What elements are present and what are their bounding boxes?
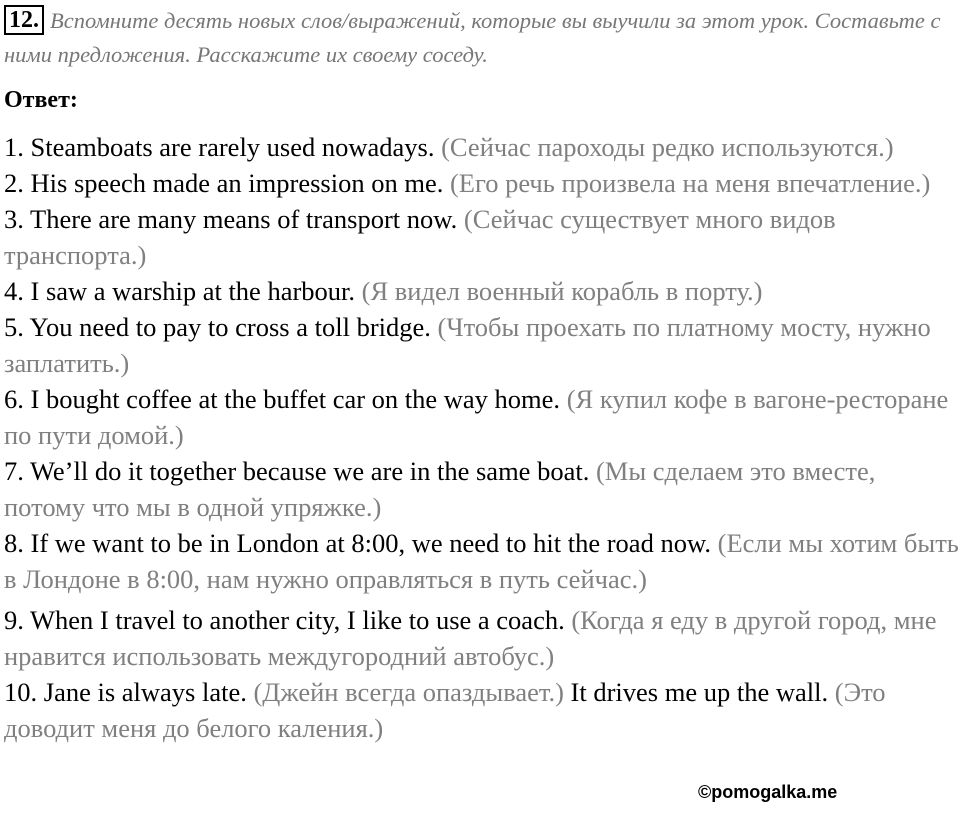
answer-list <box>4 129 960 746</box>
answer-item <box>4 602 960 674</box>
answer-translation: (Чтобы проехать по платному мосту, нужно заплатить.) <box>4 312 931 378</box>
answer-item <box>4 674 960 746</box>
answer-translation: (Если мы хотим быть в Лондоне в 8:00, нам нужно оправляться в путь сейчас.) <box>4 528 959 594</box>
answer-translation: (Джейн всегда опаздывает.) <box>253 677 564 707</box>
answer-item <box>4 309 960 381</box>
answer-translation: (Я видел военный корабль в порту.) <box>361 276 763 306</box>
task-instruction: Вспомните десять новых слов/выражений, которые вы выучили за этот урок. Составьте с ними предложения. Расскажите их своему соседу. <box>4 8 941 67</box>
answer-item <box>4 273 960 309</box>
answer-translation: (Его речь произвела на меня впечатление.) <box>449 168 931 198</box>
answer-translation: (Мы сделаем это вместе, потому что мы в одной упряжке.) <box>4 456 876 522</box>
answer-english: 5. You need to pay to cross a toll bridge. <box>4 312 431 342</box>
answer-english: 6. I bought coffee at the buffet car on the way home. <box>4 384 561 414</box>
task-statement <box>4 4 954 72</box>
answer-english: 4. I saw a warship at the harbour. <box>4 276 356 306</box>
site-watermark: ©pomogalka.me <box>698 782 838 802</box>
answer-translation: (Сейчас пароходы редко используются.) <box>441 132 894 162</box>
answer-item <box>4 381 960 453</box>
answer-translation-second: (Это доводит меня до белого каления.) <box>4 677 886 743</box>
answer-item <box>4 165 960 201</box>
answer-heading: Ответ: <box>4 87 78 113</box>
answer-item <box>4 525 960 597</box>
answer-english: 9. When I travel to another city, I like to use a coach. <box>4 605 565 635</box>
answer-translation: (Когда я еду в другой город, мне нравится использовать междугородний автобус.) <box>4 605 937 671</box>
answer-english: 10. Jane is always late. <box>4 677 247 707</box>
answer-english: 7. We’ll do it together because we are in the same boat. <box>4 456 590 486</box>
answer-translation: (Сейчас существует много видов транспорта.) <box>4 204 836 270</box>
answer-item <box>4 201 960 273</box>
task-number: 12. <box>4 5 44 35</box>
answer-english-second: It drives me up the wall. <box>570 677 829 707</box>
answer-item <box>4 453 960 525</box>
answer-translation: (Я купил кофе в вагоне-ресторане по пути домой.) <box>4 384 949 450</box>
answer-english: 1. Steamboats are rarely used nowadays. <box>4 132 435 162</box>
answer-english: 2. His speech made an impression on me. <box>4 168 444 198</box>
answer-item <box>4 129 960 165</box>
answer-english: 8. If we want to be in London at 8:00, we need to hit the road now. <box>4 528 711 558</box>
answer-english: 3. There are many means of transport now. <box>4 204 458 234</box>
